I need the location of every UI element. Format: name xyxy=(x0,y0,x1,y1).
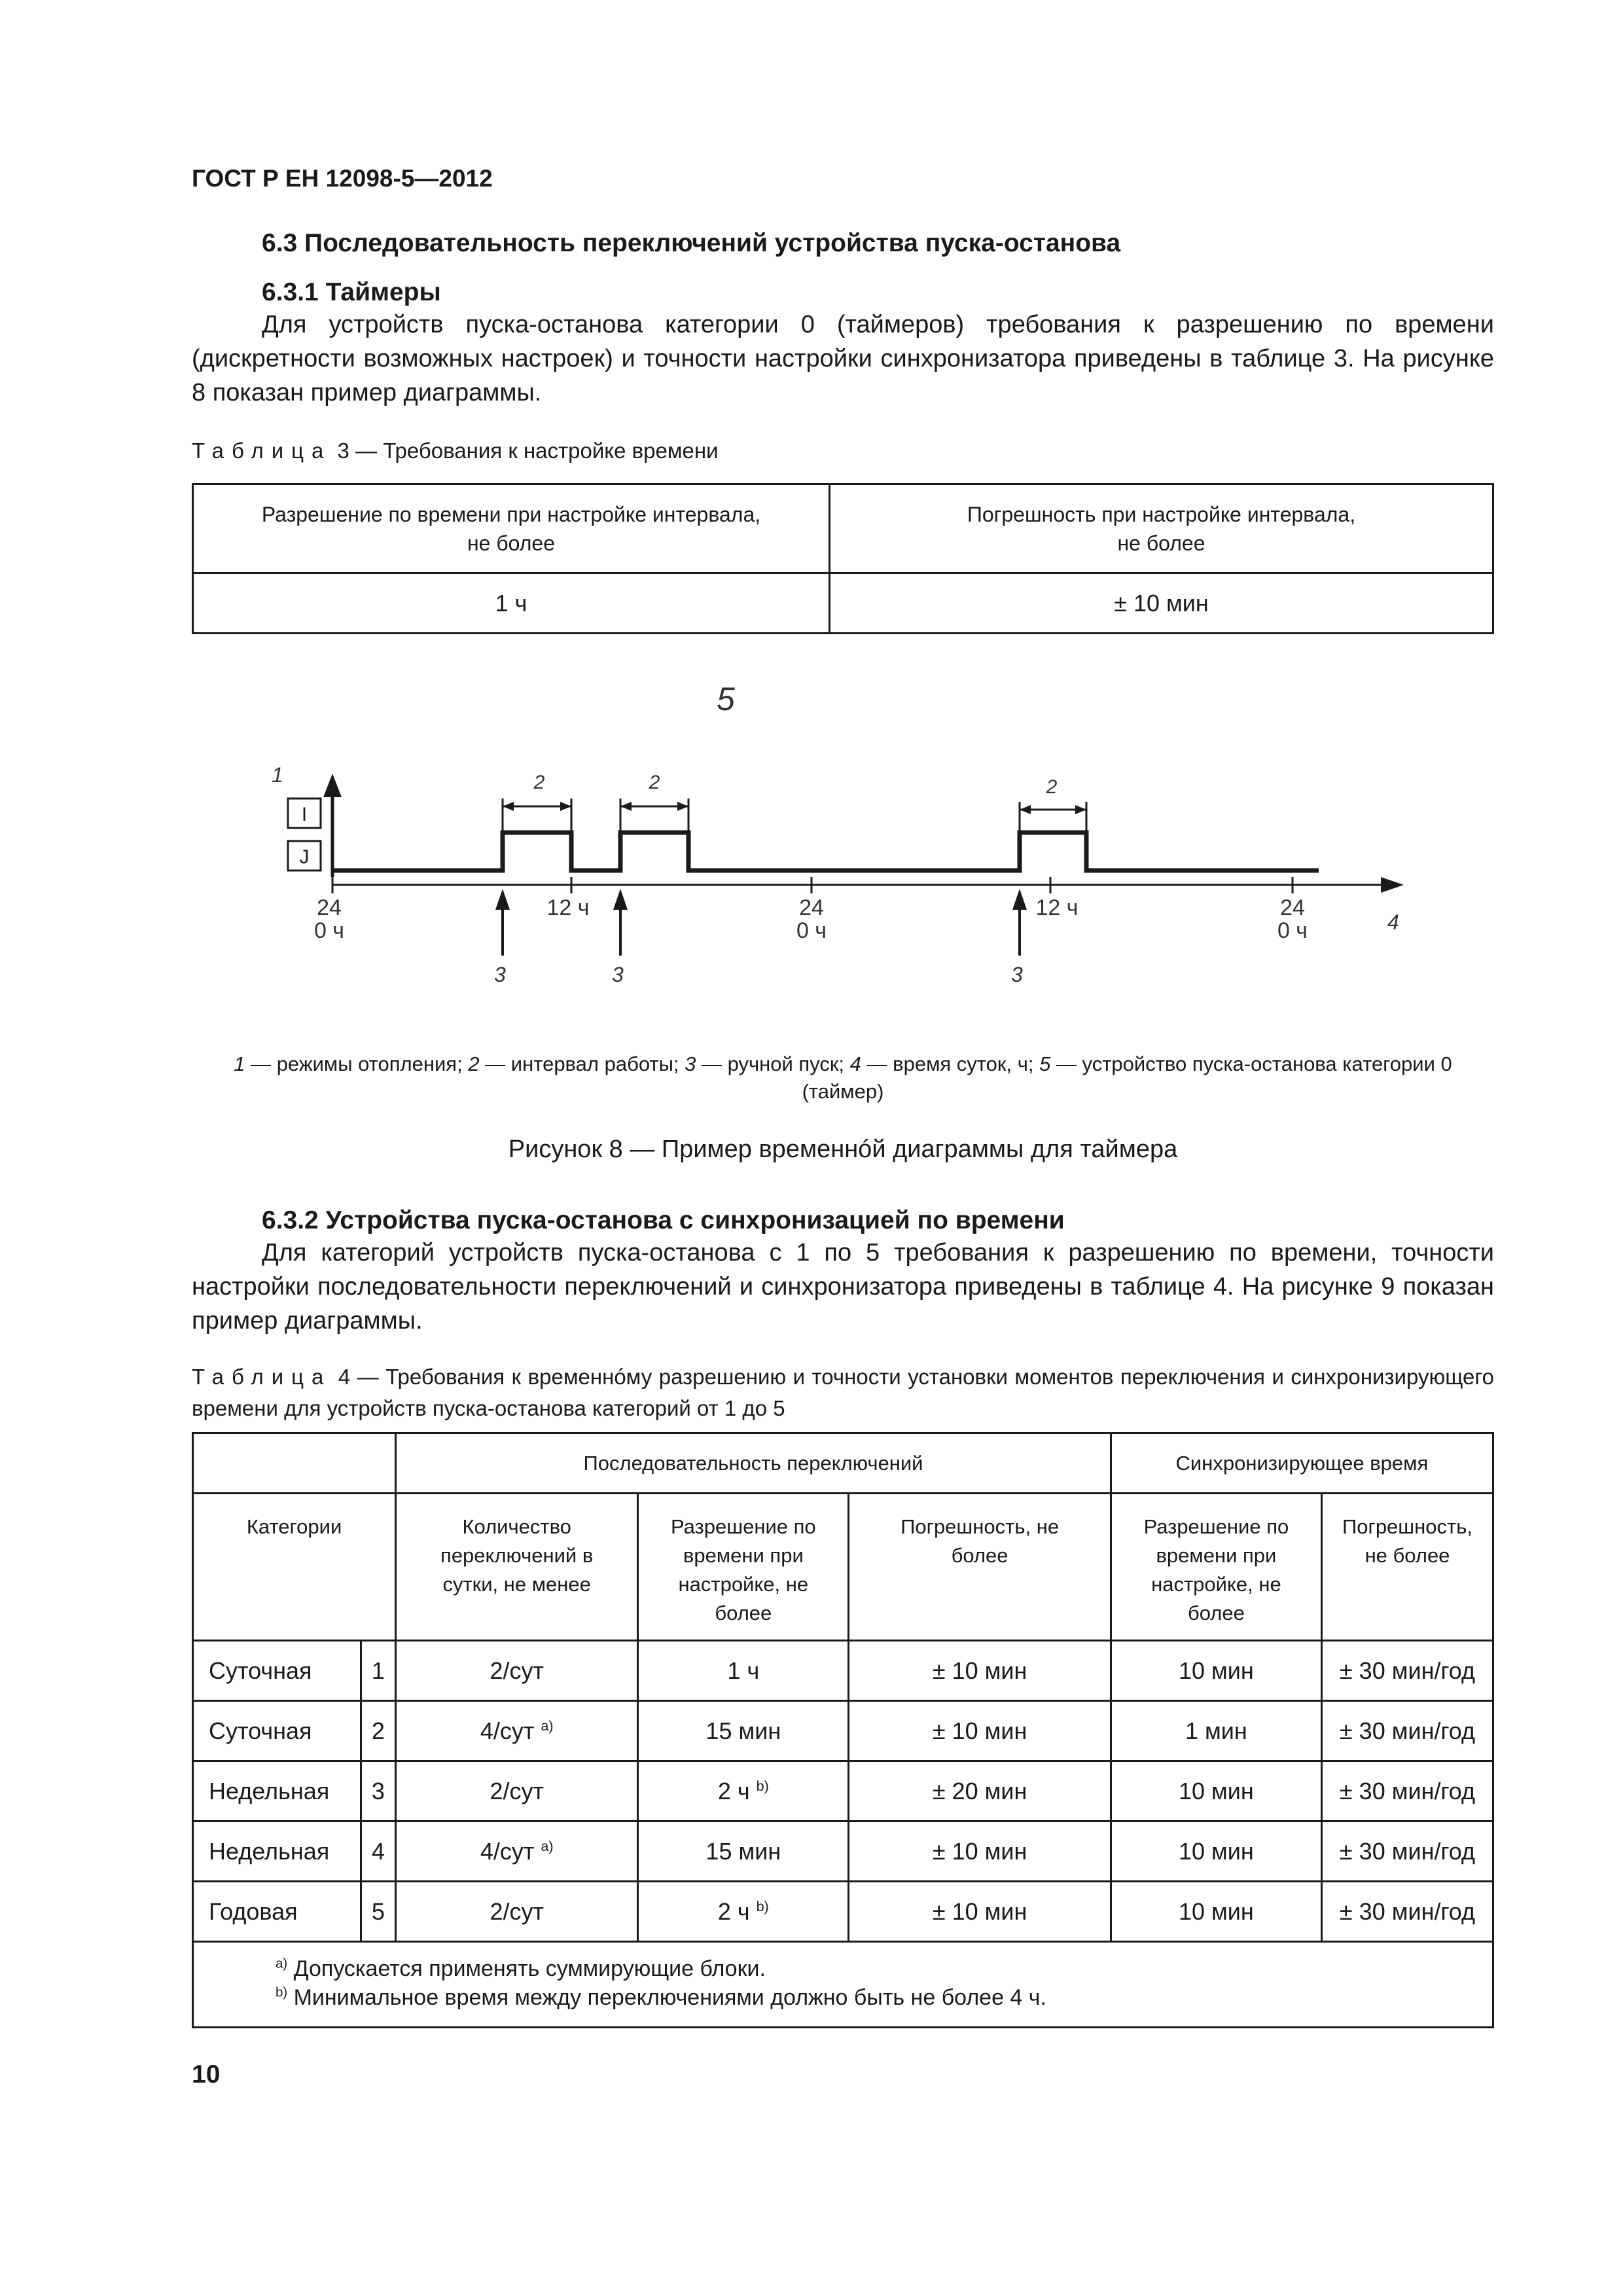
table4-caption xyxy=(192,1361,1494,1424)
table-row: Суточная 1 2/сут 1 ч ± 10 мин 10 мин ± 30 мин/год xyxy=(193,1641,1493,1701)
interval-marker-1 xyxy=(503,772,571,833)
tick-label-1-bottom: 0 ч xyxy=(313,918,345,943)
section-6-3-title: 6.3 Последовательность переключений устройства пуска-останова xyxy=(262,229,1121,257)
table4-col-categories: Категории xyxy=(193,1494,396,1641)
interval-marker-2 xyxy=(620,772,688,833)
table-row: Недельная 4 4/сут $^{a)}$ 15 мин ± 10 мин 10 мин ± 30 мин/год xyxy=(193,1821,1493,1882)
table3-cell-error: ± 10 мин xyxy=(830,573,1493,634)
tick-label-1-top: 24 xyxy=(317,895,342,920)
figure8-caption: Рисунок 8 — Пример временнóй диаграммы для таймера xyxy=(508,1136,1178,1163)
tick-label-4-top: 12 ч xyxy=(1035,895,1079,920)
y-axis-arrowhead xyxy=(323,774,342,797)
table3-header-resolution: Разрешение по времени при настройке интервала, не более xyxy=(193,484,830,573)
table4-col-count: Количество переключений в сутки, не менее xyxy=(396,1494,638,1641)
table-row: Суточная 2 4/сут $^{a)}$ 15 мин ± 10 мин 1 мин ± 30 мин/год xyxy=(193,1701,1493,1761)
mode-label-j: J xyxy=(299,846,310,868)
manual-start-label-2: 3 xyxy=(612,963,624,986)
table3-caption-text: 3 — Требования к настройке времени xyxy=(331,439,719,463)
interval-marker-3 xyxy=(1020,776,1086,833)
table4 xyxy=(192,1432,1494,2028)
table4-header-empty xyxy=(193,1433,396,1494)
manual-start-arrow-2 xyxy=(613,889,628,956)
table4-notes: $^{a)}$ Допускается применять суммирующие блоки. $^{b)}$ Минимальное время между переключениями должно быть не более 4 ч. xyxy=(193,1942,1493,2028)
table-row: Недельная 3 2/сут 2 ч $^{b)}$ ± 20 мин 10 мин ± 30 мин/год xyxy=(193,1761,1493,1821)
table4-col-resolution: Разрешение по времени при настройке, не более xyxy=(638,1494,849,1641)
section-6-3-1-paragraph: Для устройств пуска-останова категории 0 (таймеров) требования к разрешению по времени (дискретности возможных настроек) и точности настройки синхронизатора приведены в таблице 3. На рисунке 8 показан пример диаграммы. xyxy=(192,311,1494,406)
page-number: 10 xyxy=(192,2060,221,2089)
table3-cell-resolution: 1 ч xyxy=(193,573,830,634)
manual-start-label-1: 3 xyxy=(494,963,506,986)
manual-start-label-3: 3 xyxy=(1011,963,1023,986)
manual-start-arrow-3 xyxy=(1012,889,1027,956)
figure8-legend: 1 — режимы отопления; 2 — интервал работы; 3 — ручной пуск; 4 — время суток, ч; 5 — устройство пуска-останова категории 0 (таймер) xyxy=(234,1052,1452,1103)
table3-caption xyxy=(192,439,719,463)
interval-label-2: 2 xyxy=(649,772,660,793)
table4-group-sync: Синхронизирующее время xyxy=(1111,1433,1493,1494)
table4-caption-word: Таблица xyxy=(192,1365,332,1389)
table4-group-switching: Последовательность переключений xyxy=(396,1433,1111,1494)
tick-label-5-bottom: 0 ч xyxy=(1277,918,1308,943)
figure8-label-5: 5 xyxy=(717,681,735,717)
table4-col-sync-resolution: Разрешение по времени при настройке, не более xyxy=(1111,1494,1321,1641)
manual-start-arrow-1 xyxy=(495,889,510,956)
table3-caption-word: Таблица xyxy=(192,439,332,463)
figure8-label-4: 4 xyxy=(1387,910,1399,934)
document-code: ГОСТ Р ЕН 12098-5—2012 xyxy=(192,165,493,192)
table4-col-sync-error: Погрешность, не более xyxy=(1321,1494,1493,1641)
tick-label-2-top: 12 ч xyxy=(546,895,590,920)
table3-header-error: Погрешность при настройке интервала, не более xyxy=(830,484,1493,573)
heating-mode-signal xyxy=(332,833,1319,870)
figure8-label-1: 1 xyxy=(272,763,283,787)
tick-label-3-bottom: 0 ч xyxy=(796,918,827,943)
table4-col-error: Погрешность, не более xyxy=(849,1494,1111,1641)
table3 xyxy=(192,483,1494,634)
interval-label-3: 2 xyxy=(1046,776,1058,798)
figure8-timing-diagram xyxy=(0,681,1623,1021)
section-6-3-2-title: 6.3.2 Устройства пуска-останова с синхронизацией по времени xyxy=(262,1206,1065,1234)
section-6-3-1-title: 6.3.1 Таймеры xyxy=(262,278,441,306)
table4-caption-text: 4 — Требования к временнóму разрешению и точности установки моментов переключения и синхронизирующего времени для устройств пуска-останова категорий от 1 до 5 xyxy=(192,1365,1494,1420)
interval-label-1: 2 xyxy=(533,772,545,793)
tick-label-5-top: 24 xyxy=(1280,895,1305,920)
x-axis-arrowhead xyxy=(1381,877,1404,893)
mode-label-i: I xyxy=(301,804,308,825)
section-6-3-2-paragraph: Для категорий устройств пуска-останова с 1 по 5 требования к разрешению по времени, точности настройки последовательности переключений и синхронизатора приведены в таблице 4. На рисунке 9 показан пример диаграммы. xyxy=(192,1239,1494,1335)
table-row: Годовая 5 2/сут 2 ч $^{b)}$ ± 10 мин 10 мин ± 30 мин/год xyxy=(193,1882,1493,1942)
tick-label-3-top: 24 xyxy=(799,895,824,920)
